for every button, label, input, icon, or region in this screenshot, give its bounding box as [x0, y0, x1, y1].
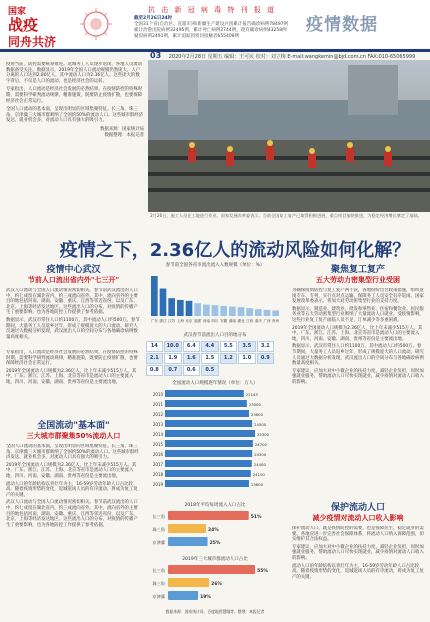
- paragraph: 数据显示，制造业、建筑业、批发和零售业、住宿和餐饮业、居民服务业等五大劳动密集型行业吸纳了大量流动人口就业。受疫情影响，这些行业复工复产面临人员不足、订单减少等多重困难。: [292, 306, 424, 323]
- chart-bar: [168, 537, 208, 546]
- chart-bar: [238, 307, 245, 316]
- paragraph: 数据显示，武汉市常住人口约1100万，其中流动人口约500万。春节期间，大量务工人员返乡过年，形成了规模庞大的人口流动。研究人员通过大数据分析发现，武汉流出人口的空间分布与各地确诊病例数量高度相关。: [292, 344, 424, 367]
- newspaper-brand: [8, 4, 57, 49]
- x-tick-label: 上海: [176, 319, 184, 323]
- page-meta: [150, 51, 430, 59]
- paragraph: 为确保疫情防控与复工复产两不误，各地纷纷出台政策措施，组织返岗专车、专列，实行点对点运输，保障务工人员安全有序返岗。国家发展改革委表示，将加大对劳动密集型行业的支持力度。: [292, 288, 424, 305]
- data-label: 25300: [257, 432, 270, 437]
- region-share-2019-chart: [145, 562, 285, 604]
- paragraph: 专家建议，应加大对中小微企业的扶持力度，减轻企业负担，同时加强就业服务，帮助流动人口尽快实现就业，减少疫情对流动人口收入的影响。: [292, 368, 424, 385]
- grid-value: 1.9: [164, 353, 182, 364]
- grid-value: 14: [146, 341, 164, 352]
- section-title: 疫情中心武汉: [46, 265, 101, 275]
- chart-bar: [168, 524, 206, 533]
- x-tick-label: 北京: [185, 319, 193, 323]
- grid-value: 1.6: [183, 353, 201, 364]
- masthead: [0, 0, 430, 48]
- x-tick-label: 广东: [150, 319, 158, 323]
- chart-title: 春节前全国各省市流出流入人数规模（单位：%）: [165, 263, 265, 268]
- y-tick-label: 京津冀: [152, 540, 165, 545]
- chart-bar: [165, 390, 244, 397]
- chart-bar: [255, 309, 262, 316]
- section-heading: [292, 262, 424, 285]
- section-subtitle: 三大城市群聚集50%流动人口: [26, 432, 121, 440]
- y-tick-label: 2012: [152, 412, 163, 417]
- data-label: 24500: [254, 452, 267, 457]
- section-body: [292, 288, 424, 513]
- chart-bar: [165, 410, 249, 417]
- y-tick-label: 长三角: [152, 568, 165, 573]
- grid-value: 4.4: [201, 341, 219, 352]
- data-label: 24500: [254, 422, 267, 427]
- section-body: [6, 444, 141, 619]
- region-share-2018-chart: [145, 508, 285, 550]
- paragraph: 武汉人口流动与全国人口流动情况密切相关。春节前武汉流出的人口中，约七成留在湖北省内，约三成流向省外。其中，流向省外的主要目的地包括河南、湖南、安徽、重庆、江西等邻近省份，以及广东、北京、上海等经济发达地区。这些流出人口的分布，对疫情的传播产生了重要影响，也为各地防控工作提供了参考依据。: [6, 500, 138, 528]
- data-label: 25%: [209, 541, 221, 546]
- chart-bar: [272, 311, 279, 316]
- summary-line: 累计治愈出院病例32495例，累计死亡病例2744例，现有确诊病例43258例: [134, 28, 287, 33]
- grid-value: 3.1: [257, 341, 275, 352]
- paragraph: 数据显示，武汉市常住人口约1100万，其中流动人口约500万。春节期间，大量务工人员返乡过年，形成了规模庞大的人口流动。研究人员通过大数据分析发现，武汉流出人口的空间分布与各地确诊病例数量高度相关。: [6, 317, 140, 340]
- paragraph: 流动人口的年龄结构以青壮年为主，16-59岁劳动年龄人口占比较高。随着疫情形势的变化，返城返岗人员的有序流动，将成为复工复产的关键。: [6, 481, 138, 498]
- data-label: 19%: [200, 595, 211, 600]
- section-heading: [6, 418, 141, 441]
- chart-bar: [168, 298, 175, 316]
- grid-value: 0.7: [164, 365, 182, 376]
- chart-bar: [220, 306, 227, 316]
- chart-bar: [212, 305, 219, 316]
- section-body: [292, 526, 424, 622]
- grid-value: 0.8: [146, 365, 164, 376]
- x-tick-label: 河南: [202, 319, 210, 323]
- x-tick-label: 安徽: [220, 319, 228, 323]
- chart-bar: [160, 289, 167, 316]
- intro-text: 全国人口流动的基本面，呈现出明显的区域集聚特征。长三角、珠三角、京津冀三大城市群吸纳了全国约50%的流动人口。这些城市群经济发达、就业机会多，对流动人口具有强大的吸引力。: [6, 107, 144, 124]
- summary-line: 全国31个省(自治区、直辖市)和新疆生产建设兵团累计报告确诊病例78497例: [134, 22, 289, 27]
- paragraph: 专家指出，人口流动是经济社会发展的必然结果，在疫情防控的特殊时期，需要科学研判流动规律，精准施策，既要防止疫情扩散，也要保障经济社会正常运行。: [6, 350, 138, 367]
- x-tick-label: 湖北: [237, 319, 245, 323]
- section-heading: [6, 262, 141, 285]
- data-label: 24%: [208, 528, 219, 533]
- page-headline: 疫情之下，2.36亿人的流动风险如何化解？: [59, 240, 411, 261]
- chart-bar: [165, 460, 252, 467]
- y-tick-label: 2011: [152, 402, 163, 407]
- chart-footnote: 数据来源：国家统计局、百度地图慧眼等；整理：本报记者: [165, 609, 265, 614]
- chart-bar: [165, 400, 247, 407]
- chart-bar: [264, 310, 271, 316]
- grid-value: 2.1: [146, 353, 164, 364]
- x-tick-label: 江苏: [168, 319, 176, 323]
- section-recovery: [292, 262, 424, 513]
- grid-value: 0.5: [201, 365, 219, 376]
- chart-bar: [229, 307, 236, 316]
- y-tick-label: 2017: [152, 462, 163, 467]
- paragraph: 2019年全国流动人口规模为2.36亿人，比上年末减少515万人。其中，广东、浙江、江苏、上海、北京等省市是流动人口的主要流入地，四川、河南、安徽、湖南、贵州等省份是主要流出地。: [292, 325, 423, 342]
- x-tick-label: 重庆: [254, 319, 262, 323]
- y-tick-label: 长三角: [152, 514, 165, 519]
- data-label: 24400: [253, 462, 266, 467]
- paragraph: 专家建议，应加大对中小微企业的扶持力度，减轻企业负担，同时加强就业服务，帮助流动人口尽快实现就业，减少疫情对流动人口收入的影响。: [292, 544, 424, 561]
- data-label: 23600: [250, 482, 264, 487]
- intro-byline: 数据来源：国家统计局 数据整理：本报记者: [100, 126, 144, 138]
- chart-bar: [168, 511, 249, 520]
- intro-text: 疫情当前，防控需要统筹推进。返城务工人员逐步返岗，各地人员流动数据备受关注。数据显示，2019年全国人口流动规模仍然庞大，人户分离的人口达到2.80亿人，其中流动人口为2.36亿人。这些庞大的数字背后，不仅是人口的流动，也是经济社会的运转。: [6, 62, 143, 84]
- paragraph: 2019年全国流动人口规模为2.36亿人，比上年末减少515万人。其中，广东、浙江、江苏、上海、北京等省市是流动人口的主要流入地，四川、河南、安徽、湖南、贵州等省份是主要流出地。: [6, 462, 137, 479]
- section-subtitle: 五大劳动力密集型行业受困: [316, 276, 400, 284]
- brand-line2: 战疫: [8, 16, 39, 34]
- section-protect: [292, 500, 424, 622]
- section-body: [6, 350, 141, 410]
- grid-value: 0.6: [183, 365, 201, 376]
- brand-line1: 国家: [8, 7, 27, 17]
- y-tick-label: 珠三角: [152, 581, 165, 586]
- x-tick-label: 贵州: [272, 319, 280, 323]
- chart-bar: [168, 591, 198, 600]
- chart-bar: [165, 470, 251, 477]
- chart-bar: [151, 276, 158, 316]
- epidemic-summary: [134, 16, 304, 46]
- photo-caption: 2月26日，施工人员在工地进行作业。国家发展改革委表示，当前全国复工复产已取得积极进展，重点项目加快推进，为稳定经济增长奠定了基础。: [150, 213, 422, 218]
- chart-bar: [168, 565, 255, 574]
- y-tick-label: 2014: [152, 432, 163, 437]
- data-label: 22143: [245, 392, 258, 397]
- chart-bar: [165, 430, 255, 437]
- construction-photo: [148, 60, 430, 212]
- summary-date: 截至2月26日24时: [134, 16, 173, 21]
- virus-icon: [62, 4, 130, 44]
- chart-bar: [165, 420, 252, 427]
- chart-bar: [165, 480, 249, 487]
- data-label: 24100: [252, 472, 265, 477]
- section-subtitle: 节前人口流出省内外"七三开": [27, 276, 120, 284]
- chart-bar: [165, 440, 253, 447]
- grid-value: 0.9: [257, 353, 275, 364]
- chart-title: 2019年三大城市群流动人口占比: [182, 557, 248, 562]
- data-label: 23000: [248, 402, 261, 407]
- y-tick-label: 2019: [152, 482, 163, 487]
- y-tick-label: 珠三角: [152, 527, 165, 532]
- y-tick-label: 2015: [152, 442, 163, 447]
- page-number: 03: [150, 51, 162, 60]
- paragraph: 2019年全国流动人口规模为2.36亿人，比上年末减少515万人。其中，广东、浙江、江苏、上海、北京等省市是流动人口的主要流入地，四川、河南、安徽、湖南、贵州等省份是主要流出地。: [6, 368, 137, 385]
- grid-value: 5.5: [220, 341, 238, 352]
- chart-title: 2018年平均每周流入人口占比: [184, 503, 246, 508]
- grid-value: 1.0: [238, 353, 256, 364]
- chart-bar: [203, 305, 210, 316]
- x-tick-label: 湖南: [228, 319, 236, 323]
- y-tick-label: 2010: [152, 392, 163, 397]
- y-tick-label: 2018: [152, 472, 163, 477]
- province-flow-chart: [145, 268, 285, 326]
- paragraph: 保护流动人口，既是疫情防控的需要，也是保障民生、稳定就业的需要。各地应进一步完善社会保障体系，将流动人口纳入保障范围，切实维护其合法权益。: [292, 526, 424, 543]
- special-issue-title: 抗 击 新 冠 病 毒 特 刊 报 道: [148, 6, 277, 14]
- wuhan-destination-grid: [145, 340, 285, 376]
- section-subtitle: 减少疫情对流动人口收入影响: [312, 514, 404, 522]
- chart-title: 全国流动人口规模逐年情况（单位：万人）: [172, 381, 258, 386]
- x-tick-label: 四川: [211, 319, 219, 323]
- data-label: 55%: [257, 569, 268, 574]
- section-title: 疫情数据: [306, 15, 378, 35]
- paragraph: 流动人口的年龄结构以青壮年为主，16-59岁劳动年龄人口占比较高。随着疫情形势的变化，返城返岗人员的有序流动，将成为复工复产的关键。: [292, 563, 424, 580]
- chart-bar: [194, 303, 201, 316]
- section-heading: [292, 500, 424, 523]
- x-tick-label: 浙江: [159, 319, 167, 323]
- brand-line3: 同舟共济: [8, 35, 57, 49]
- y-tick-label: 2013: [152, 422, 163, 427]
- page-date-line: 2020年2月28日 星期五 编辑：王可民 校对：刘立梅 E-mail:wangkemin@bjd.com.cn FAX:010-65065999: [168, 54, 416, 60]
- grid-value: 3.5: [238, 341, 256, 352]
- grid-value: 10.0: [164, 341, 182, 352]
- chart-bar: [177, 300, 184, 316]
- grid-value: 1.2: [220, 353, 238, 364]
- data-label: 51%: [250, 515, 262, 520]
- data-label: 24700: [254, 442, 267, 447]
- x-tick-label: 江西: [246, 319, 254, 323]
- section-title: 保护流动人口: [330, 503, 385, 513]
- summary-line: 疑似病例2491例，累计追踪到密切接触者655408例: [134, 34, 240, 39]
- section-wuhan: [6, 262, 141, 363]
- section-title: 聚焦复工复产: [330, 265, 385, 275]
- section-title: 全国流动"基本面": [37, 421, 110, 431]
- data-label: 23600: [250, 412, 264, 417]
- y-tick-label: 京津冀: [152, 594, 165, 599]
- yearly-flow-chart: [145, 386, 285, 496]
- chart-bar: [165, 450, 252, 457]
- chart-title: 武汉春节前流出人口目的地分布: [183, 333, 247, 338]
- section-national: [6, 418, 141, 619]
- intro-column: [6, 62, 144, 212]
- chart-bar: [168, 578, 209, 587]
- y-tick-label: 2016: [152, 452, 163, 457]
- chart-bar: [186, 301, 193, 316]
- intro-text: 专家指出，人口流动是经济社会发展的必然结果，在疫情防控的特殊时期，需要科学研判流动规律，精准施策，既要防止疫情扩散，也要保障经济社会正常运行。: [6, 87, 143, 104]
- paragraph: 武汉人口流动与全国人口流动情况密切相关。春节前武汉流出的人口中，约七成留在湖北省内，约三成流向省外。其中，流向省外的主要目的地包括河南、湖南、安徽、重庆、江西等邻近省份，以及广东、北京、上海等经济发达地区。这些流出人口的分布，对疫情的传播产生了重要影响，也为各地防控工作提供了参考依据。: [6, 288, 138, 316]
- paragraph: 全国人口流动的基本面，呈现出明显的区域集聚特征。长三角、珠三角、京津冀三大城市群吸纳了全国约50%的流动人口。这些城市群经济发达、就业机会多，对流动人口具有强大的吸引力。: [6, 444, 139, 461]
- x-tick-label: 福建: [194, 319, 202, 323]
- data-label: 26%: [211, 582, 222, 587]
- charts-column: [145, 262, 285, 617]
- grid-value: 6.4: [183, 341, 201, 352]
- grid-value: 1.5: [201, 353, 219, 364]
- chart-bar: [246, 308, 253, 316]
- x-tick-label: 广西: [263, 319, 271, 323]
